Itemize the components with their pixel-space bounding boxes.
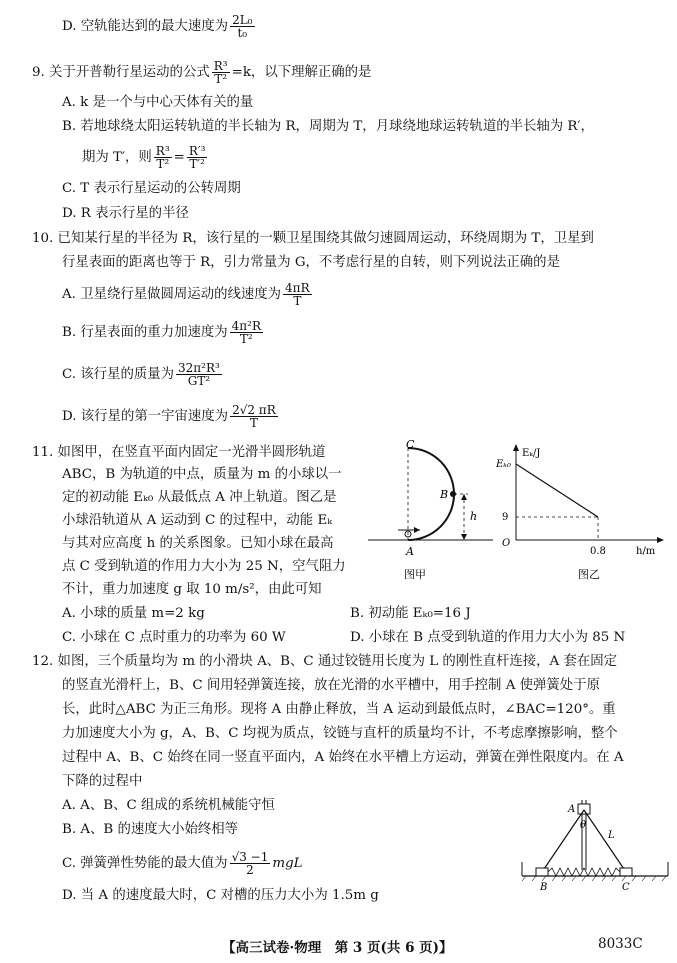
label-a: A: [406, 545, 414, 558]
x-axis-label: h/m: [636, 546, 656, 557]
y-axis-label: Eₖ/J: [522, 448, 541, 459]
fraction: $\frac{4\pi R}{T}$: [285, 281, 310, 308]
q9-stem: 9. 关于开普勒行星运动的公式 $\frac{\text{R³}}{\text{T²}}$ =k，以下理解正确的是: [32, 59, 372, 86]
q8-option-d: D. 空轨能达到的最大速度为 $\frac{\text{2L₀}}{\text{t₀}}$: [62, 13, 253, 40]
q9-option-b-line1: B. 若地球绕太阳运转轨道的半长轴为 R，周期为 T，月球绕地球运转轨道的半长轴为 R′，: [62, 119, 594, 134]
q11-figure-1: [368, 440, 498, 585]
origin-label: O: [502, 538, 511, 549]
fraction: $\frac{√3 -1}{2}$: [231, 850, 269, 877]
q12-stem-line4: 力加速度大小为 g，A、B、C 均视为质点，铰链与直杆的质量均不计，不考虑摩擦影响，整个: [62, 726, 618, 741]
tick-9: 9: [502, 512, 509, 523]
label-theta: θ: [580, 820, 587, 831]
fraction: $\frac{\text{4π²R}}{\text{T²}}$: [231, 319, 262, 346]
q9-option-d: D. R 表示行星的半径: [62, 206, 189, 221]
fraction: $\frac{\text{R³}}{\text{T²}}$: [155, 144, 170, 171]
label-b: B: [540, 882, 548, 893]
label-b: B: [440, 488, 449, 501]
label-h: h: [470, 510, 478, 523]
q12-figure: [520, 798, 670, 898]
label-a: A: [568, 804, 576, 815]
q11-option-b: B. 初动能 Eₖ₀=16 J: [350, 606, 471, 621]
q11-option-c: C. 小球在 C 点时重力的功率为 60 W: [62, 630, 286, 645]
paper-code: 8033C: [598, 936, 643, 952]
label-c: C: [406, 440, 415, 451]
page-footer: 【高三试卷·物理 第 3 页(共 6 页)】: [222, 940, 453, 956]
q9-option-c: C. T 表示行星运动的公转周期: [62, 181, 241, 196]
q12-stem-line2: 的竖直光滑杆上，B、C 间用轻弹簧连接，放在光滑的水平槽中，用手控制 A 使弹簧处于原: [62, 678, 600, 693]
q10-option-b: B. 行星表面的重力加速度为 $\frac{\text{4π²R}}{\text{T²}}$: [62, 319, 262, 346]
caption-fig1: 图甲: [404, 568, 426, 581]
q11-stem-line5: 与其对应高度 h 的关系图象。已知小球在最高: [62, 536, 334, 551]
q11-figure-2: [496, 440, 671, 585]
fraction: $\frac{2√2 \pi R}{T}$: [232, 403, 276, 430]
q12-stem-line3: 长，此时△ABC 为正三角形。现将 A 由静止释放，当 A 运动到最低点时，∠BAC=120°。重: [62, 702, 616, 717]
tick-ek0: Eₖ₀: [496, 459, 511, 470]
fraction: $\frac{\text{R³}}{\text{T²}}$: [213, 59, 228, 86]
q12-stem-line5: 过程中 A、B、C 始终在同一竖直平面内，A 始终在水平槽上方运动，弹簧在弹性限度内。在 A: [62, 750, 624, 765]
q12-stem-line6: 下降的过程中: [62, 774, 143, 789]
fraction: $\frac{\text{R′³}}{\text{T′²}}$: [188, 144, 206, 171]
q12-option-d: D. 当 A 的速度最大时，C 对槽的压力大小为 1.5m g: [62, 888, 379, 903]
caption-fig2: 图乙: [578, 568, 600, 581]
q12-option-a: A. A、B、C 组成的系统机械能守恒: [62, 798, 275, 813]
q10-option-c: C. 该行星的质量为 $\frac{\text{32π²R³}}{\text{GT²}}$: [62, 361, 220, 388]
q9-option-a: A. k 是一个与中心天体有关的量: [62, 95, 254, 110]
fraction: $\frac{\text{32π²R³}}{\text{GT²}}$: [178, 361, 220, 388]
q10-option-d: D. 该行星的第一宇宙速度为 $\frac{2√2 \pi R}{T}$: [62, 403, 276, 430]
q12-option-b: B. A、B 的速度大小始终相等: [62, 822, 239, 837]
q11-stem-line4: 小球沿轨道从 A 运动到 C 的过程中，动能 Eₖ: [62, 513, 333, 528]
q10-stem-line2: 行星表面的距离也等于 R，引力常量为 G，不考虑行星的自转，则下列说法正确的是: [62, 255, 560, 270]
q11-stem-line7: 不计，重力加速度 g 取 10 m/s²，由此可知: [62, 582, 322, 597]
q11-option-d: D. 小球在 B 点受到轨道的作用力大小为 85 N: [350, 630, 626, 645]
q12-option-c: C. 弹簧弹性势能的最大值为 $\frac{√3 -1}{2}$ mgL: [62, 850, 303, 877]
q11-stem-line2: ABC，B 为轨道的中点，质量为 m 的小球以一: [62, 467, 342, 482]
label-l: L: [608, 830, 615, 841]
label-c: C: [622, 882, 630, 893]
q11-stem-line6: 点 C 受到轨道的作用力大小为 25 N，空气阻力: [62, 559, 346, 574]
q11-option-a: A. 小球的质量 m=2 kg: [62, 606, 205, 621]
q11-stem-line1: 11. 如图甲，在竖直平面内固定一光滑半圆形轨道: [32, 445, 326, 460]
fraction: $\frac{\text{2L₀}}{\text{t₀}}$: [232, 13, 253, 40]
q10-option-a: A. 卫星绕行星做圆周运动的线速度为 $\frac{4\pi R}{T}$: [62, 281, 310, 308]
tick-0-8: 0.8: [590, 546, 606, 557]
q9-option-b-line2: 期为 T′，则 $\frac{\text{R³}}{\text{T²}}$ = $\frac{\text{R′³}}{\text{T′²}}$: [82, 144, 206, 171]
q12-stem-line1: 12. 如图，三个质量均为 m 的小滑块 A、B、C 通过铰链用长度为 L 的刚性直杆连接，A 套在固定: [32, 654, 618, 669]
q10-stem-line1: 10. 已知某行星的半径为 R，该行星的一颗卫星围绕其做匀速圆周运动，环绕周期为 T，卫星到: [32, 231, 594, 246]
q11-stem-line3: 定的初动能 Eₖ₀ 从最低点 A 冲上轨道。图乙是: [62, 490, 337, 505]
